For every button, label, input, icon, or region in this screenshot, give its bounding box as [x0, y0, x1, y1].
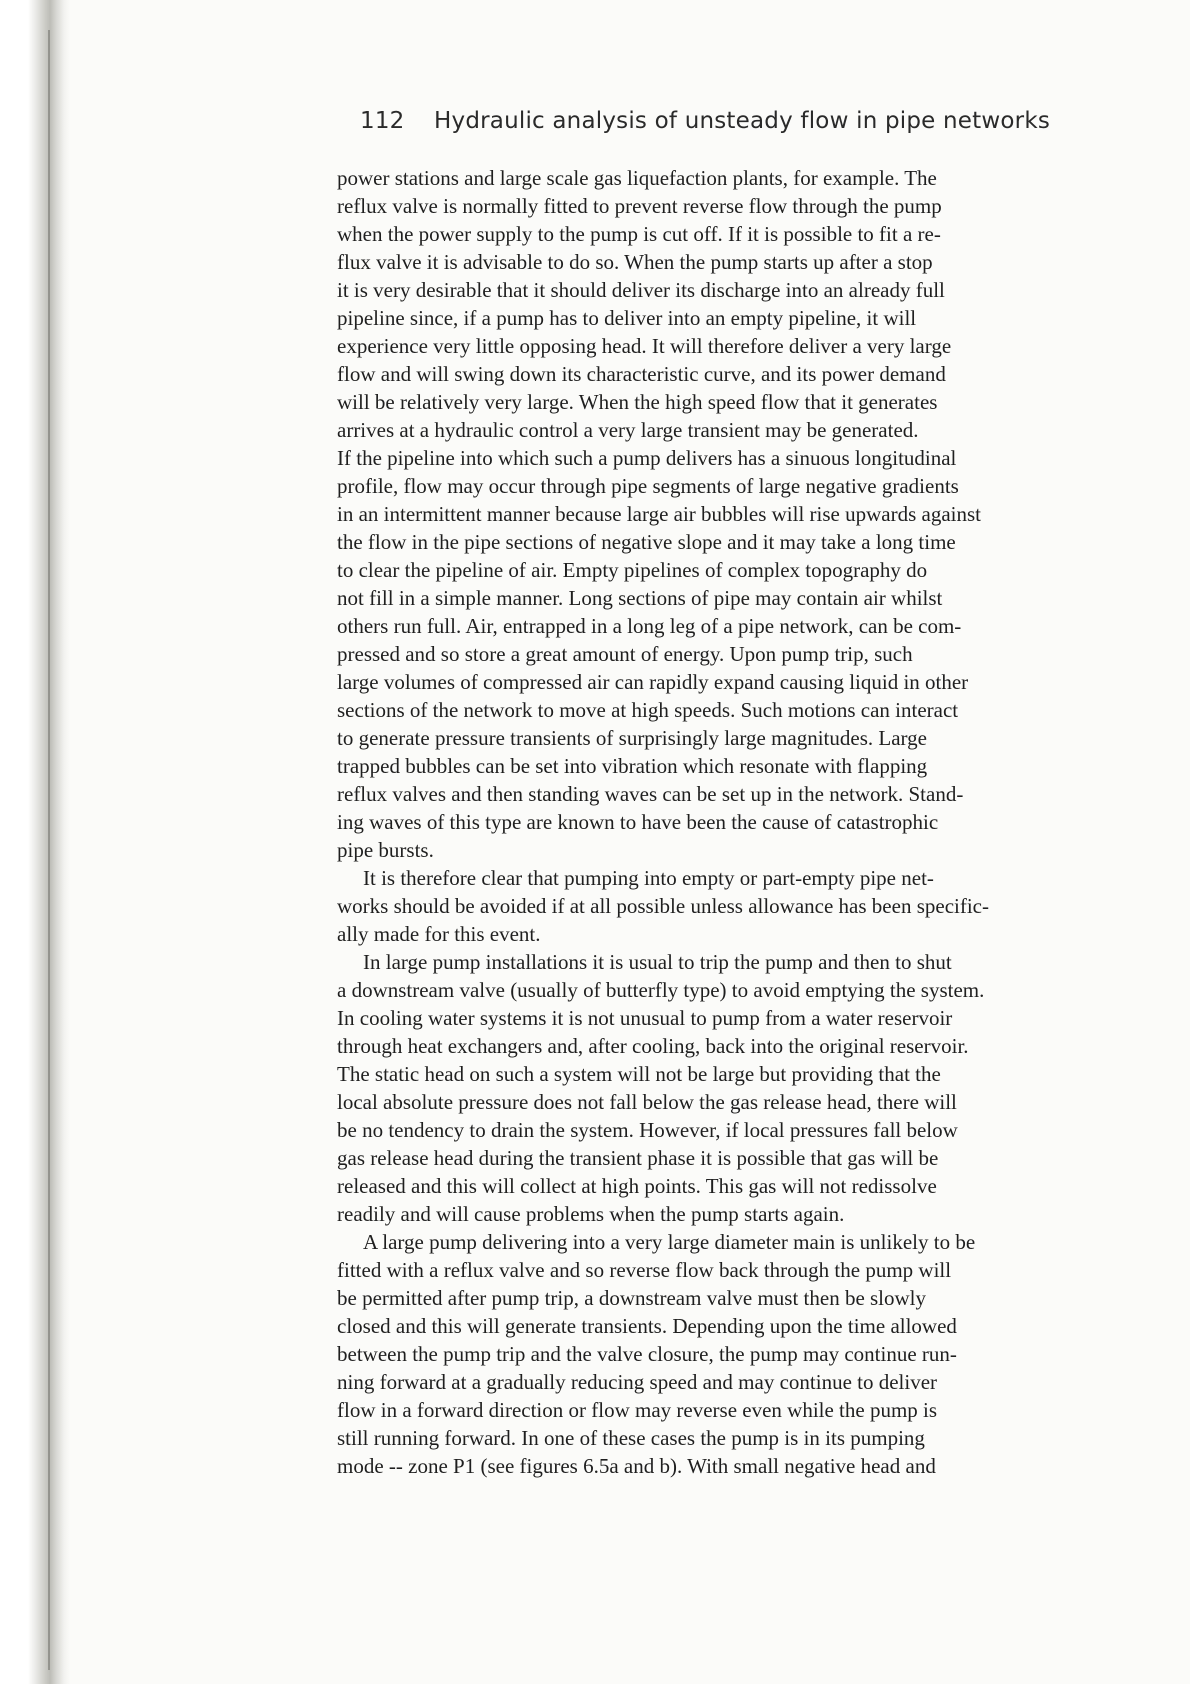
text-line: flow and will swing down its characteristic curve, and its power demand — [337, 362, 946, 386]
text-line: reflux valves and then standing waves can be set up in the network. Stand- — [337, 782, 964, 806]
text-line: between the pump trip and the valve closure, the pump may continue run- — [337, 1342, 957, 1366]
text-line: pipe bursts. — [337, 838, 434, 862]
text-line: flow in a forward direction or flow may reverse even while the pump is — [337, 1398, 938, 1422]
text-line: pressed and so store a great amount of energy. Upon pump trip, such — [337, 642, 913, 666]
text-line: arrives at a hydraulic control a very large transient may be generated. — [337, 418, 919, 442]
text-line: to clear the pipeline of air. Empty pipelines of complex topography do — [337, 558, 928, 582]
text-line: sections of the network to move at high speeds. Such motions can interact — [337, 698, 959, 722]
text-line: ning forward at a gradually reducing speed and may continue to deliver — [337, 1370, 938, 1394]
text-line: be permitted after pump trip, a downstream valve must then be slowly — [337, 1286, 927, 1310]
page-binding-shadow — [0, 0, 70, 1684]
text-line: trapped bubbles can be set into vibration which resonate with flapping — [337, 754, 928, 778]
text-line: reflux valve is normally fitted to prevent reverse flow through the pump — [337, 194, 942, 218]
text-line: when the power supply to the pump is cut off. If it is possible to fit a re- — [337, 222, 941, 246]
page-number: 112 — [360, 108, 405, 134]
text-line: be no tendency to drain the system. However, if local pressures fall below — [337, 1118, 958, 1142]
text-line: A large pump delivering into a very large diameter main is unlikely to be — [363, 1230, 976, 1254]
text-line: a downstream valve (usually of butterfly type) to avoid emptying the system. — [337, 978, 985, 1002]
running-header — [360, 108, 1120, 134]
text-line: will be relatively very large. When the high speed flow that it generates — [337, 390, 938, 414]
text-line: released and this will collect at high points. This gas will not redissolve — [337, 1174, 937, 1198]
binding-gutter-line — [48, 30, 50, 1670]
text-line: fitted with a reflux valve and so reverse flow back through the pump will — [337, 1258, 952, 1282]
text-line: closed and this will generate transients. Depending upon the time allowed — [337, 1314, 957, 1338]
text-line: it is very desirable that it should deliver its discharge into an already full — [337, 278, 945, 302]
text-line: still running forward. In one of these cases the pump is in its pumping — [337, 1426, 925, 1450]
text-line: the flow in the pipe sections of negative slope and it may take a long time — [337, 530, 956, 554]
text-line: gas release head during the transient phase it is possible that gas will be — [337, 1146, 939, 1170]
text-line: In large pump installations it is usual to trip the pump and then to shut — [363, 950, 952, 974]
text-line: large volumes of compressed air can rapidly expand causing liquid in other — [337, 670, 969, 694]
text-line: local absolute pressure does not fall below the gas release head, there will — [337, 1090, 957, 1114]
text-line: others run full. Air, entrapped in a long leg of a pipe network, can be com- — [337, 614, 962, 638]
text-line: It is therefore clear that pumping into empty or part-empty pipe net- — [363, 866, 934, 890]
body-text — [337, 164, 1127, 1480]
text-line: ing waves of this type are known to have been the cause of catastrophic — [337, 810, 939, 834]
text-line: flux valve it is advisable to do so. When the pump starts up after a stop — [337, 250, 933, 274]
text-line: pipeline since, if a pump has to deliver into an empty pipeline, it will — [337, 306, 917, 330]
text-line: through heat exchangers and, after cooling, back into the original reservoir. — [337, 1034, 969, 1058]
text-line: In cooling water systems it is not unusual to pump from a water reservoir — [337, 1006, 953, 1030]
text-line: ally made for this event. — [337, 922, 541, 946]
text-line: The static head on such a system will not be large but providing that the — [337, 1062, 941, 1086]
text-line: profile, flow may occur through pipe segments of large negative gradients — [337, 474, 959, 498]
text-line: readily and will cause problems when the pump starts again. — [337, 1202, 845, 1226]
text-line: in an intermittent manner because large air bubbles will rise upwards against — [337, 502, 981, 526]
running-title: Hydraulic analysis of unsteady flow in pipe networks — [434, 108, 1051, 134]
text-line: works should be avoided if at all possible unless allowance has been specific- — [337, 894, 989, 918]
text-line: If the pipeline into which such a pump delivers has a sinuous longitudinal — [337, 446, 957, 470]
text-line: not fill in a simple manner. Long sections of pipe may contain air whilst — [337, 586, 943, 610]
text-line: mode -- zone P1 (see figures 6.5a and b). With small negative head and — [337, 1454, 936, 1478]
text-line: power stations and large scale gas liquefaction plants, for example. The — [337, 166, 937, 190]
text-line: experience very little opposing head. It will therefore deliver a very large — [337, 334, 952, 358]
text-line: to generate pressure transients of surprisingly large magnitudes. Large — [337, 726, 927, 750]
